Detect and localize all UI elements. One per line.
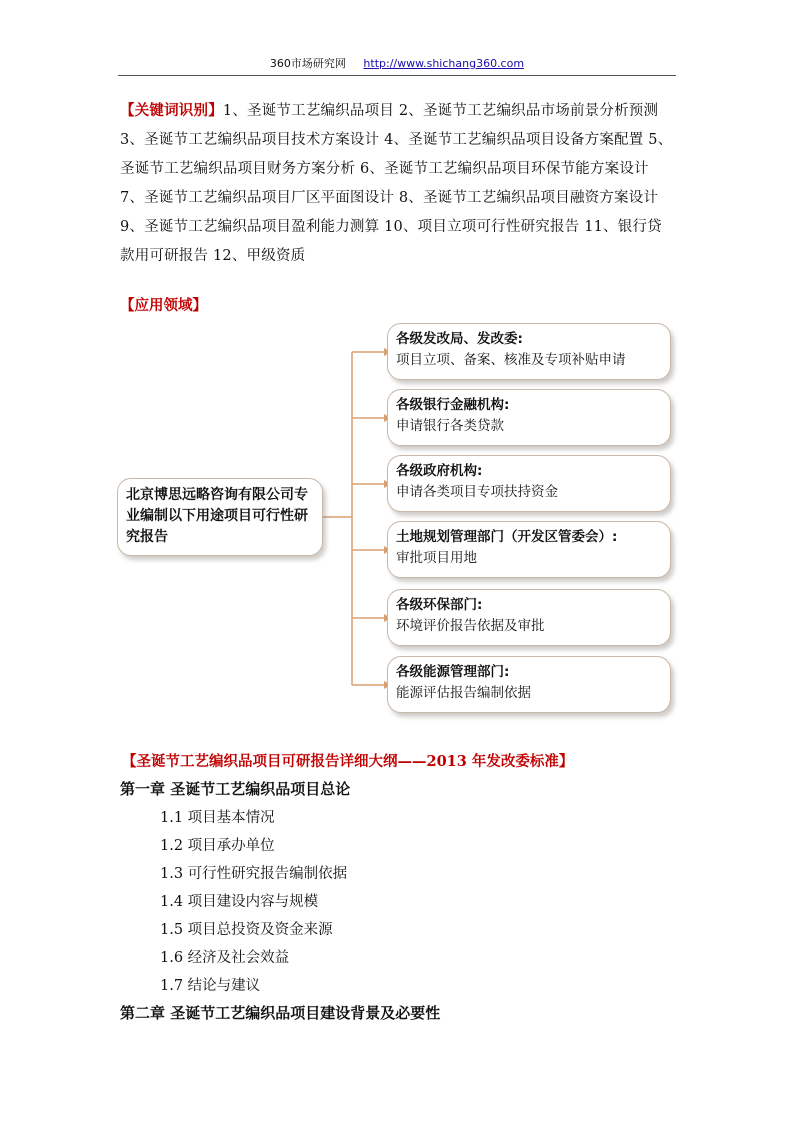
keywords-text: 1、圣诞节工艺编织品项目 2、圣诞节工艺编织品市场前景分析预测 3、圣诞节工艺编织品项目技术方案设计 4、圣诞节工艺编织品项目设备方案配置 5、圣诞节工艺编织品项目财务方案分析 6、圣诞节工艺编织品项目环保节能方案设计 7、圣诞节工艺编织品项目厂区平面图设计 8、圣诞节工艺编织品项目融资方案设计 9、圣诞节工艺编织品项目盈利能力测算 10、项目立项可行性研究报告 11、银行贷款用可研报告 12、甲级资质: [120, 103, 673, 264]
node-government: [387, 455, 671, 512]
outline-title: 【圣诞节工艺编织品项目可研报告详细大纲——2013 年发改委标准】: [122, 753, 574, 770]
node-desc: 申请各类项目专项扶持资金: [396, 484, 558, 500]
node-banks: [387, 389, 671, 446]
keywords-label: 【关键词识别】: [120, 102, 223, 119]
node-desc: 能源评估报告编制依据: [396, 685, 531, 701]
header-site-name: 360市场研究网: [269, 57, 346, 70]
node-title: 各级环保部门:: [396, 597, 483, 613]
node-development-reform: [387, 323, 671, 380]
node-desc: 环境评价报告依据及审批: [396, 618, 545, 634]
node-title: 土地规划管理部门（开发区管委会）:: [396, 529, 618, 545]
section-item: 1.5 项目总投资及资金来源: [160, 922, 333, 938]
node-title: 各级政府机构:: [396, 463, 483, 479]
node-desc: 审批项目用地: [396, 550, 477, 566]
node-land-planning: [387, 521, 671, 578]
node-energy: [387, 656, 671, 713]
node-environment: [387, 589, 671, 646]
chapter-2-heading: 第二章 圣诞节工艺编织品项目建设背景及必要性: [120, 1004, 441, 1022]
section-item: 1.7 结论与建议: [160, 978, 261, 994]
node-desc: 申请银行各类贷款: [396, 418, 504, 434]
node-title: 各级银行金融机构:: [396, 397, 510, 413]
node-title: 各级发改局、发改委:: [396, 331, 523, 347]
section-item: 1.6 经济及社会效益: [160, 950, 290, 966]
node-desc: 项目立项、备案、核准及专项补贴申请: [396, 352, 626, 368]
section-item: 1.2 项目承办单位: [160, 838, 275, 854]
chapter-1-heading: 第一章 圣诞节工艺编织品项目总论: [120, 780, 351, 798]
section-item: 1.3 可行性研究报告编制依据: [160, 866, 348, 882]
node-title: 各级能源管理部门:: [396, 664, 510, 680]
application-label: 【应用领域】: [120, 297, 207, 314]
header-url-link[interactable]: http://www.shichang360.com: [363, 57, 525, 70]
section-item: 1.1 项目基本情况: [160, 810, 275, 826]
section-item: 1.4 项目建设内容与规模: [160, 894, 319, 910]
diagram-root-node: 北京博思远略咨询有限公司专业编制以下用途项目可行性研究报告: [117, 478, 323, 556]
